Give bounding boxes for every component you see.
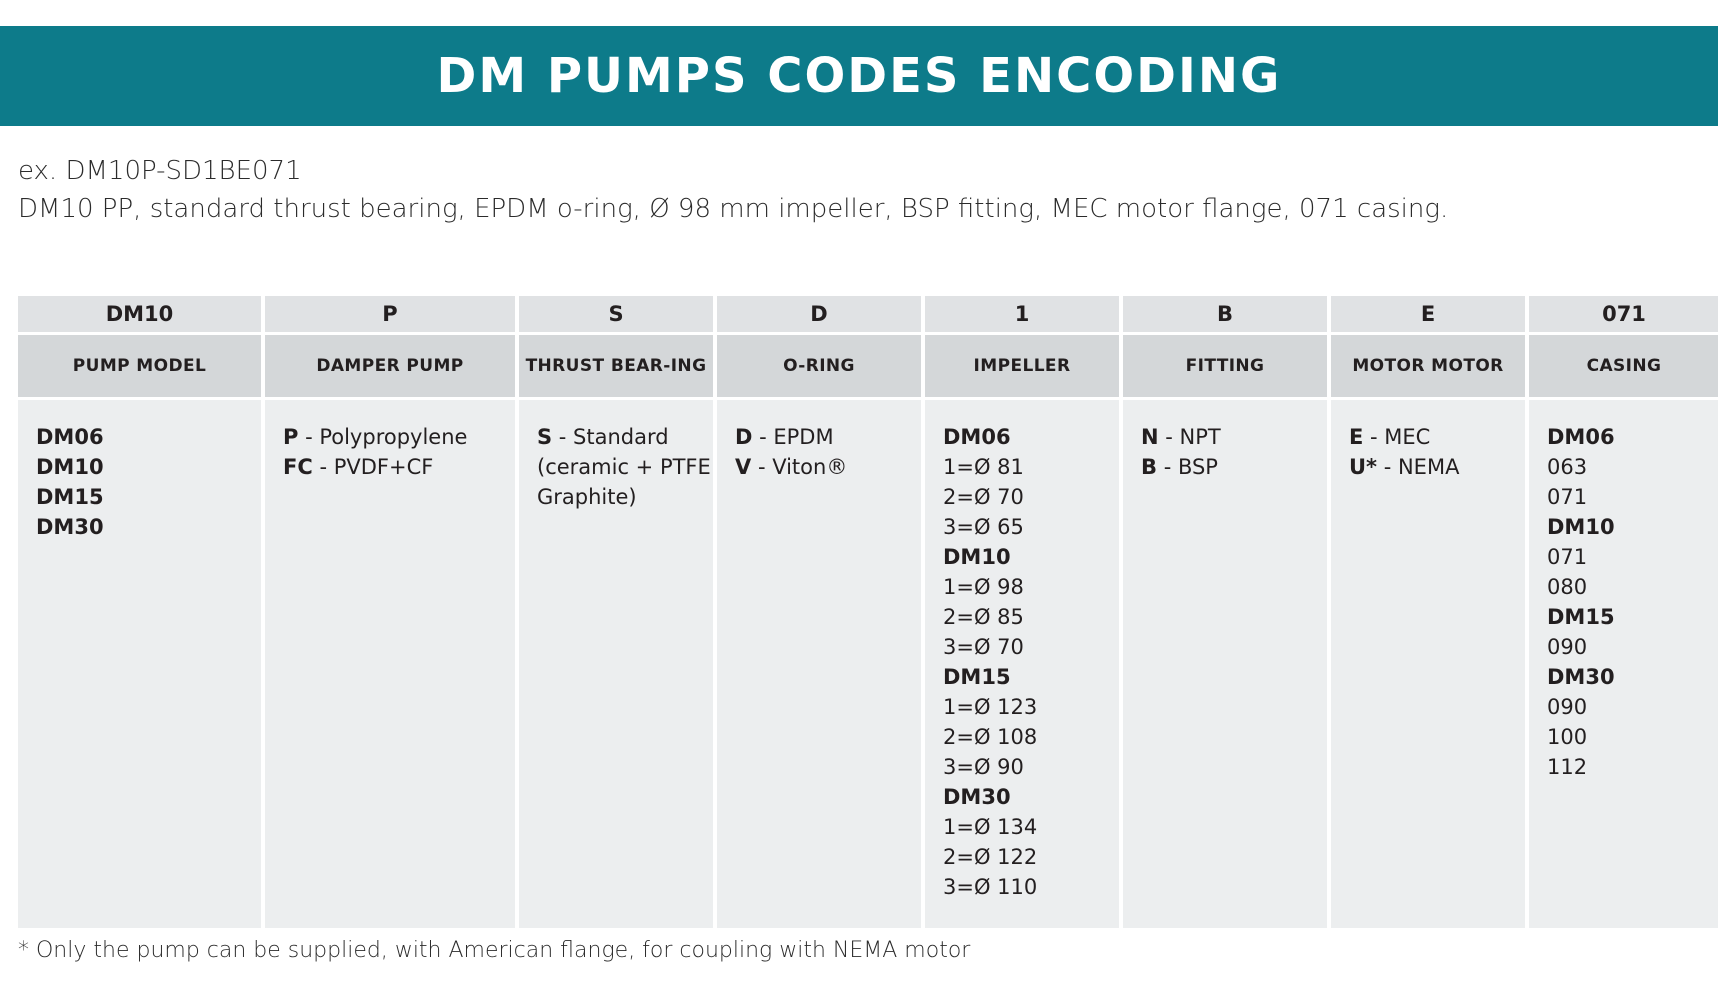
encoding-column xyxy=(1331,296,1525,928)
entry-label: FC xyxy=(283,455,313,479)
entry-label: DM06 xyxy=(36,425,104,449)
example-code-line: ex. DM10P-SD1BE071 xyxy=(18,156,302,186)
entry-value: 071 xyxy=(1547,545,1588,569)
entry-value: 3=Ø 70 xyxy=(943,635,1024,659)
column-header: FITTING xyxy=(1123,335,1327,397)
column-entry xyxy=(1547,632,1718,662)
column-entry xyxy=(943,842,1119,872)
column-entry xyxy=(943,452,1119,482)
encoding-column xyxy=(1123,296,1327,928)
encoding-column xyxy=(925,296,1119,928)
column-code: 071 xyxy=(1529,296,1718,332)
entry-value: - Polypropylene xyxy=(298,425,468,449)
entry-label: DM10 xyxy=(1547,515,1615,539)
column-entry xyxy=(1547,512,1718,542)
column-entry xyxy=(943,602,1119,632)
column-entry xyxy=(943,722,1119,752)
column-entry xyxy=(943,782,1119,812)
column-header: CASING xyxy=(1529,335,1718,397)
entry-value: 2=Ø 85 xyxy=(943,605,1024,629)
page-title: DM PUMPS CODES ENCODING xyxy=(436,48,1282,104)
encoding-column xyxy=(519,296,713,928)
column-header: IMPELLER xyxy=(925,335,1119,397)
entry-label: E xyxy=(1349,425,1364,449)
column-entry xyxy=(943,482,1119,512)
column-entry xyxy=(36,482,261,512)
column-entry xyxy=(943,752,1119,782)
column-header: PUMP MODEL xyxy=(18,335,261,397)
column-entry xyxy=(1547,542,1718,572)
entry-value: - BSP xyxy=(1157,455,1218,479)
entry-label: DM15 xyxy=(36,485,104,509)
column-entry xyxy=(36,422,261,452)
column-entry xyxy=(1349,452,1525,482)
column-body xyxy=(265,400,515,928)
encoding-table xyxy=(18,296,1700,928)
entry-value: - PVDF+CF xyxy=(312,455,434,479)
column-body xyxy=(18,400,261,928)
column-entry xyxy=(943,542,1119,572)
entry-value: - NEMA xyxy=(1377,455,1460,479)
column-header: DAMPER PUMP xyxy=(265,335,515,397)
column-entry xyxy=(1547,452,1718,482)
page-banner xyxy=(0,26,1718,126)
encoding-column xyxy=(1529,296,1718,928)
entry-value: 1=Ø 81 xyxy=(943,455,1024,479)
entry-label: DM30 xyxy=(1547,665,1615,689)
entry-label: V xyxy=(735,455,752,479)
encoding-column xyxy=(717,296,921,928)
column-body xyxy=(1123,400,1327,928)
entry-label: DM10 xyxy=(36,455,104,479)
entry-value: 100 xyxy=(1547,725,1588,749)
entry-value: 3=Ø 110 xyxy=(943,875,1038,899)
entry-label: DM15 xyxy=(1547,605,1615,629)
entry-label: N xyxy=(1141,425,1159,449)
entry-value: 080 xyxy=(1547,575,1588,599)
column-entry xyxy=(36,512,261,542)
column-entry xyxy=(943,572,1119,602)
entry-value: - NPT xyxy=(1158,425,1221,449)
column-entry xyxy=(943,692,1119,722)
entry-value: 1=Ø 123 xyxy=(943,695,1038,719)
column-code: E xyxy=(1331,296,1525,332)
entry-value: 112 xyxy=(1547,755,1588,779)
column-code: P xyxy=(265,296,515,332)
encoding-column xyxy=(18,296,261,928)
column-entry xyxy=(735,422,921,452)
column-entry xyxy=(1547,422,1718,452)
column-entry xyxy=(1547,572,1718,602)
column-entry xyxy=(1349,422,1525,452)
encoding-column xyxy=(265,296,515,928)
entry-value: 090 xyxy=(1547,635,1588,659)
column-entry xyxy=(735,452,921,482)
column-entry xyxy=(283,452,515,482)
column-entry xyxy=(1547,482,1718,512)
entry-value: 2=Ø 122 xyxy=(943,845,1038,869)
entry-label: DM30 xyxy=(36,515,104,539)
column-entry xyxy=(943,632,1119,662)
footnote: * Only the pump can be supplied, with American flange, for coupling with NEMA motor xyxy=(18,938,971,963)
entry-value: 3=Ø 90 xyxy=(943,755,1024,779)
column-entry xyxy=(943,872,1119,902)
entry-value: 1=Ø 98 xyxy=(943,575,1024,599)
column-body xyxy=(925,400,1119,928)
column-entry xyxy=(1141,422,1327,452)
column-entry xyxy=(537,422,713,512)
column-code: DM10 xyxy=(18,296,261,332)
entry-value: 1=Ø 134 xyxy=(943,815,1038,839)
column-body xyxy=(1331,400,1525,928)
column-entry xyxy=(1141,452,1327,482)
entry-value: 2=Ø 70 xyxy=(943,485,1024,509)
entry-value: - Standard (ceramic + PTFE Graphite) xyxy=(537,425,711,509)
column-entry xyxy=(943,662,1119,692)
column-entry xyxy=(943,812,1119,842)
entry-label: DM30 xyxy=(943,785,1011,809)
entry-value: 090 xyxy=(1547,695,1588,719)
column-entry xyxy=(1547,602,1718,632)
entry-label: DM06 xyxy=(1547,425,1615,449)
column-entry xyxy=(1547,662,1718,692)
entry-value: 071 xyxy=(1547,485,1588,509)
column-entry xyxy=(36,452,261,482)
column-code: D xyxy=(717,296,921,332)
column-entry xyxy=(1547,692,1718,722)
column-header: MOTOR MOTOR xyxy=(1331,335,1525,397)
entry-label: DM06 xyxy=(943,425,1011,449)
column-body xyxy=(519,400,713,928)
column-header: THRUST BEAR-ING xyxy=(519,335,713,397)
entry-value: 2=Ø 108 xyxy=(943,725,1038,749)
column-entry xyxy=(1547,752,1718,782)
entry-label: B xyxy=(1141,455,1158,479)
column-code: S xyxy=(519,296,713,332)
entry-label: DM15 xyxy=(943,665,1011,689)
column-body xyxy=(717,400,921,928)
entry-value: 063 xyxy=(1547,455,1588,479)
entry-value: - EPDM xyxy=(752,425,834,449)
column-entry xyxy=(943,422,1119,452)
column-header: O-RING xyxy=(717,335,921,397)
column-code: 1 xyxy=(925,296,1119,332)
column-code: B xyxy=(1123,296,1327,332)
entry-label: U* xyxy=(1349,455,1378,479)
column-body xyxy=(1529,400,1718,928)
entry-label: D xyxy=(735,425,753,449)
entry-label: P xyxy=(283,425,299,449)
entry-value: - Viton® xyxy=(751,455,848,479)
column-entry xyxy=(283,422,515,452)
column-entry xyxy=(943,512,1119,542)
entry-value: - MEC xyxy=(1363,425,1431,449)
example-block xyxy=(18,152,1698,228)
example-description-line: DM10 PP, standard thrust bearing, EPDM o-ring, Ø 98 mm impeller, BSP fitting, MEC motor flange, 071 casing. xyxy=(18,194,1449,224)
entry-value: 3=Ø 65 xyxy=(943,515,1024,539)
entry-label: S xyxy=(537,425,553,449)
entry-label: DM10 xyxy=(943,545,1011,569)
column-entry xyxy=(1547,722,1718,752)
